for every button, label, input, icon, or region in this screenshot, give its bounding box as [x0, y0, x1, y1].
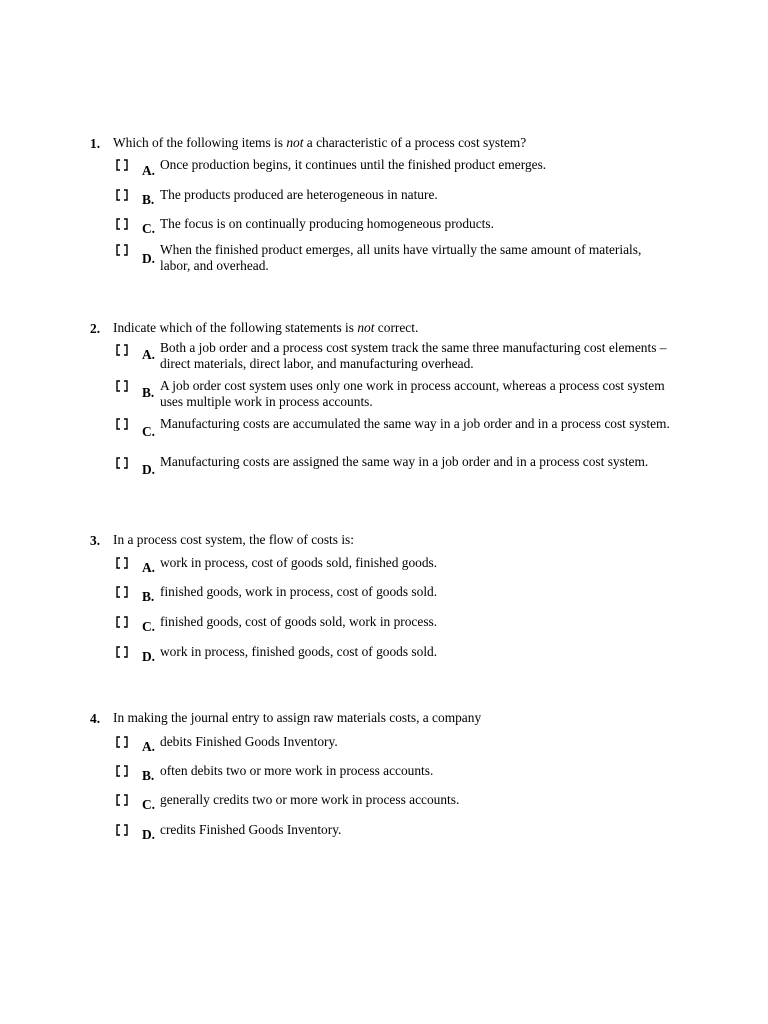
checkbox-icon[interactable] — [116, 586, 128, 598]
option-text: Once production begins, it continues until the finished product emerges. — [160, 157, 547, 172]
option-letter: A. — [142, 739, 156, 754]
checkbox-icon[interactable] — [116, 736, 128, 748]
question-3 — [90, 532, 690, 550]
option-letter: C. — [142, 424, 156, 439]
checkbox-icon[interactable] — [116, 457, 128, 469]
question-number: 1. — [90, 136, 101, 151]
option-text: A job order cost system uses only one work in process account, whereas a process cost system uses multiple work in process accounts. — [160, 378, 665, 409]
option-text: finished goods, work in process, cost of goods sold. — [160, 584, 438, 599]
option-text: When the finished product emerges, all units have virtually the same amount of materials, labor, and overhead. — [160, 242, 642, 273]
checkbox-icon[interactable] — [116, 616, 128, 628]
question-text: In making the journal entry to assign raw materials costs, a company — [113, 710, 482, 725]
question-text: Which of the following items is not a characteristic of a process cost system? — [113, 135, 527, 150]
option-text: generally credits two or more work in process accounts. — [160, 792, 460, 807]
option-letter: A. — [142, 347, 156, 362]
checkbox-icon[interactable] — [116, 418, 128, 430]
checkbox-icon[interactable] — [116, 159, 128, 171]
checkbox-icon[interactable] — [116, 244, 128, 256]
checkbox-icon[interactable] — [116, 646, 128, 658]
option-letter: B. — [142, 589, 155, 604]
option-letter: D. — [142, 462, 156, 477]
option-letter: C. — [142, 619, 156, 634]
checkbox-icon[interactable] — [116, 794, 128, 806]
option-text: finished goods, cost of goods sold, work in process. — [160, 614, 438, 629]
question-1 — [90, 135, 690, 153]
question-2-stem — [90, 320, 690, 338]
option-letter: C. — [142, 797, 156, 812]
question-4-stem — [90, 710, 690, 728]
option-letter: D. — [142, 251, 156, 266]
question-4 — [90, 710, 690, 728]
question-2 — [90, 320, 690, 338]
option-letter: B. — [142, 385, 155, 400]
option-text: work in process, cost of goods sold, finished goods. — [160, 555, 438, 570]
checkbox-icon[interactable] — [116, 557, 128, 569]
option-letter: A. — [142, 163, 156, 178]
option-letter: D. — [142, 649, 156, 664]
question-number: 2. — [90, 321, 101, 336]
option-letter: B. — [142, 192, 155, 207]
checkbox-icon[interactable] — [116, 765, 128, 777]
option-text: Manufacturing costs are accumulated the same way in a job order and in a process cost system. — [160, 416, 670, 431]
option-text: often debits two or more work in process accounts. — [160, 763, 434, 778]
checkbox-icon[interactable] — [116, 824, 128, 836]
option-letter: A. — [142, 560, 156, 575]
option-letter: D. — [142, 827, 156, 842]
option-letter: C. — [142, 221, 156, 236]
option-text: work in process, finished goods, cost of goods sold. — [160, 644, 438, 659]
option-text: Both a job order and a process cost system track the same three manufacturing cost elements – direct materials, direct labor, and manufacturing overhead. — [160, 340, 667, 371]
question-text: In a process cost system, the flow of costs is: — [113, 532, 354, 547]
checkbox-icon[interactable] — [116, 380, 128, 392]
question-number: 4. — [90, 711, 101, 726]
option-text: Manufacturing costs are assigned the same way in a job order and in a process cost system. — [160, 454, 649, 469]
checkbox-icon[interactable] — [116, 189, 128, 201]
option-text: debits Finished Goods Inventory. — [160, 734, 338, 749]
question-1-stem — [90, 135, 690, 153]
question-text: Indicate which of the following statements is not correct. — [113, 320, 419, 335]
checkbox-icon[interactable] — [116, 218, 128, 230]
question-3-stem — [90, 532, 690, 550]
option-text: The products produced are heterogeneous in nature. — [160, 187, 438, 202]
option-text: The focus is on continually producing homogeneous products. — [160, 216, 494, 231]
question-number: 3. — [90, 533, 101, 548]
checkbox-icon[interactable] — [116, 344, 128, 356]
option-text: credits Finished Goods Inventory. — [160, 822, 342, 837]
option-letter: B. — [142, 768, 155, 783]
